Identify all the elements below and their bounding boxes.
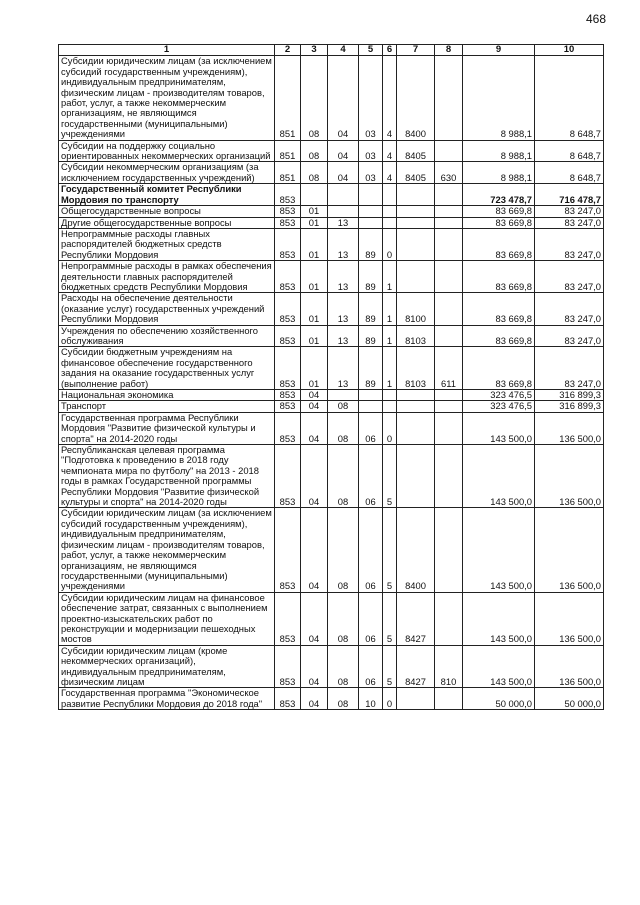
page-number: 468 xyxy=(586,12,607,26)
cell-c7 xyxy=(397,217,435,228)
cell-c5: 06 xyxy=(359,592,383,645)
cell-c7 xyxy=(397,445,435,508)
cell-c6: 0 xyxy=(383,688,397,710)
cell-c6 xyxy=(383,206,397,217)
cell-c6 xyxy=(383,401,397,412)
cell-c4: 08 xyxy=(328,645,359,688)
cell-c9: 83 669,8 xyxy=(463,228,535,260)
table-row xyxy=(59,206,604,217)
name-cell: Общегосударственные вопросы xyxy=(59,206,275,217)
cell-c5 xyxy=(359,184,383,206)
cell-c8 xyxy=(435,412,463,444)
cell-c3: 01 xyxy=(301,325,328,347)
cell-c6 xyxy=(383,184,397,206)
cell-c2: 853 xyxy=(275,217,301,228)
cell-c6: 1 xyxy=(383,347,397,390)
cell-c6: 1 xyxy=(383,325,397,347)
cell-c4: 04 xyxy=(328,162,359,184)
cell-c8 xyxy=(435,592,463,645)
cell-c10: 8 648,7 xyxy=(535,56,604,140)
table-row xyxy=(59,390,604,401)
col-header: 10 xyxy=(535,45,604,56)
cell-c10: 8 648,7 xyxy=(535,140,604,162)
cell-c4: 04 xyxy=(328,56,359,140)
cell-c2: 853 xyxy=(275,688,301,710)
table-row xyxy=(59,56,604,140)
cell-c10: 83 247,0 xyxy=(535,206,604,217)
table-row xyxy=(59,592,604,645)
cell-c7 xyxy=(397,390,435,401)
cell-c2: 853 xyxy=(275,325,301,347)
cell-c8 xyxy=(435,293,463,325)
table-row xyxy=(59,688,604,710)
cell-c9: 143 500,0 xyxy=(463,645,535,688)
name-cell: Учреждения по обеспечению хозяйственного обслуживания xyxy=(59,325,275,347)
cell-c8 xyxy=(435,206,463,217)
cell-c8: 630 xyxy=(435,162,463,184)
cell-c10: 136 500,0 xyxy=(535,592,604,645)
cell-c2: 853 xyxy=(275,228,301,260)
cell-c9: 83 669,8 xyxy=(463,293,535,325)
cell-c7: 8405 xyxy=(397,162,435,184)
table-row xyxy=(59,217,604,228)
cell-c3: 01 xyxy=(301,261,328,293)
cell-c2: 853 xyxy=(275,508,301,592)
cell-c2: 853 xyxy=(275,445,301,508)
cell-c9: 323 476,5 xyxy=(463,401,535,412)
cell-c10: 136 500,0 xyxy=(535,412,604,444)
cell-c10: 8 648,7 xyxy=(535,162,604,184)
cell-c10: 136 500,0 xyxy=(535,445,604,508)
cell-c6: 5 xyxy=(383,445,397,508)
cell-c2: 853 xyxy=(275,390,301,401)
table-row xyxy=(59,445,604,508)
cell-c3: 01 xyxy=(301,293,328,325)
name-cell: Другие общегосударственные вопросы xyxy=(59,217,275,228)
name-cell: Субсидии юридическим лицам (за исключением субсидий государственным учреждениям), индивидуальным предпринимателям, физическим лицам - производителям товаров, работ, услуг, а также некоммерческим организациям, не являющимся государственными (муниципальными) учреждениями xyxy=(59,508,275,592)
cell-c9: 8 988,1 xyxy=(463,162,535,184)
cell-c4: 13 xyxy=(328,293,359,325)
cell-c9: 323 476,5 xyxy=(463,390,535,401)
cell-c7: 8427 xyxy=(397,592,435,645)
cell-c7 xyxy=(397,228,435,260)
cell-c9: 83 669,8 xyxy=(463,261,535,293)
cell-c7: 8100 xyxy=(397,293,435,325)
cell-c8 xyxy=(435,56,463,140)
cell-c7 xyxy=(397,206,435,217)
cell-c5: 89 xyxy=(359,347,383,390)
cell-c4 xyxy=(328,184,359,206)
cell-c8 xyxy=(435,228,463,260)
cell-c3: 08 xyxy=(301,162,328,184)
col-header: 3 xyxy=(301,45,328,56)
table-row xyxy=(59,325,604,347)
cell-c3: 04 xyxy=(301,645,328,688)
cell-c5 xyxy=(359,390,383,401)
cell-c6: 4 xyxy=(383,56,397,140)
cell-c9: 8 988,1 xyxy=(463,56,535,140)
cell-c6: 4 xyxy=(383,162,397,184)
cell-c5: 89 xyxy=(359,325,383,347)
name-cell: Государственная программа "Экономическое развитие Республики Мордовия до 2018 года" xyxy=(59,688,275,710)
cell-c2: 853 xyxy=(275,261,301,293)
cell-c3: 04 xyxy=(301,688,328,710)
cell-c6: 5 xyxy=(383,645,397,688)
cell-c4 xyxy=(328,390,359,401)
cell-c2: 853 xyxy=(275,206,301,217)
cell-c4: 04 xyxy=(328,140,359,162)
table-row xyxy=(59,228,604,260)
cell-c10: 316 899,3 xyxy=(535,390,604,401)
name-cell: Расходы на обеспечение деятельности (оказание услуг) государственных учреждений Республики Мордовия xyxy=(59,293,275,325)
cell-c9: 50 000,0 xyxy=(463,688,535,710)
col-header: 7 xyxy=(397,45,435,56)
cell-c7: 8405 xyxy=(397,140,435,162)
cell-c3: 04 xyxy=(301,390,328,401)
cell-c4: 08 xyxy=(328,592,359,645)
cell-c5: 03 xyxy=(359,162,383,184)
cell-c4: 08 xyxy=(328,412,359,444)
name-cell: Субсидии юридическим лицам (кроме некоммерческих организаций), индивидуальным предпринимателям, физическим лицам xyxy=(59,645,275,688)
cell-c8 xyxy=(435,508,463,592)
cell-c4: 08 xyxy=(328,445,359,508)
cell-c5 xyxy=(359,206,383,217)
cell-c5: 06 xyxy=(359,508,383,592)
col-header: 5 xyxy=(359,45,383,56)
name-cell: Субсидии юридическим лицам (за исключением субсидий государственным учреждениям), индивидуальным предпринимателям, физическим лицам - производителям товаров, работ, услуг, а также некоммерческим организациям, не являющимся государственными (муниципальными) учреждениями xyxy=(59,56,275,140)
cell-c7: 8400 xyxy=(397,56,435,140)
cell-c3: 08 xyxy=(301,56,328,140)
cell-c2: 851 xyxy=(275,140,301,162)
table-row xyxy=(59,508,604,592)
cell-c6 xyxy=(383,390,397,401)
cell-c7: 8103 xyxy=(397,347,435,390)
col-header: 9 xyxy=(463,45,535,56)
header-row xyxy=(59,45,604,56)
cell-c9: 83 669,8 xyxy=(463,206,535,217)
cell-c5 xyxy=(359,217,383,228)
cell-c3: 04 xyxy=(301,592,328,645)
cell-c7 xyxy=(397,401,435,412)
cell-c4 xyxy=(328,206,359,217)
col-header: 8 xyxy=(435,45,463,56)
name-cell: Государственный комитет Республики Мордовия по транспорту xyxy=(59,184,275,206)
cell-c6: 1 xyxy=(383,293,397,325)
cell-c9: 83 669,8 xyxy=(463,325,535,347)
cell-c4: 08 xyxy=(328,688,359,710)
cell-c10: 83 247,0 xyxy=(535,217,604,228)
cell-c8 xyxy=(435,401,463,412)
cell-c6: 0 xyxy=(383,412,397,444)
table-row xyxy=(59,645,604,688)
name-cell: Субсидии некоммерческим организациям (за исключением государственных учреждений) xyxy=(59,162,275,184)
cell-c8 xyxy=(435,445,463,508)
cell-c7 xyxy=(397,184,435,206)
cell-c9: 83 669,8 xyxy=(463,347,535,390)
cell-c6: 0 xyxy=(383,228,397,260)
cell-c6: 5 xyxy=(383,508,397,592)
cell-c7 xyxy=(397,688,435,710)
cell-c3: 01 xyxy=(301,228,328,260)
cell-c4: 13 xyxy=(328,325,359,347)
cell-c4: 13 xyxy=(328,217,359,228)
cell-c5: 89 xyxy=(359,261,383,293)
cell-c3: 01 xyxy=(301,206,328,217)
cell-c5: 06 xyxy=(359,645,383,688)
cell-c7 xyxy=(397,412,435,444)
cell-c3: 04 xyxy=(301,445,328,508)
cell-c3: 08 xyxy=(301,140,328,162)
cell-c3: 04 xyxy=(301,508,328,592)
cell-c9: 83 669,8 xyxy=(463,217,535,228)
cell-c10: 50 000,0 xyxy=(535,688,604,710)
table-row xyxy=(59,184,604,206)
cell-c8 xyxy=(435,688,463,710)
cell-c10: 83 247,0 xyxy=(535,293,604,325)
cell-c10: 136 500,0 xyxy=(535,508,604,592)
cell-c2: 853 xyxy=(275,184,301,206)
name-cell: Непрограммные расходы в рамках обеспечения деятельности главных распорядителей бюджетных средств Республики Мордовия xyxy=(59,261,275,293)
cell-c6: 1 xyxy=(383,261,397,293)
table-row xyxy=(59,412,604,444)
cell-c10: 83 247,0 xyxy=(535,261,604,293)
cell-c4: 13 xyxy=(328,228,359,260)
table-row xyxy=(59,140,604,162)
cell-c2: 853 xyxy=(275,645,301,688)
budget-table xyxy=(58,44,604,710)
col-header: 2 xyxy=(275,45,301,56)
cell-c7 xyxy=(397,261,435,293)
cell-c4: 13 xyxy=(328,261,359,293)
cell-c10: 316 899,3 xyxy=(535,401,604,412)
cell-c5: 10 xyxy=(359,688,383,710)
name-cell: Государственная программа Республики Мордовия "Развитие физической культуры и спорта" на 2014-2020 годы xyxy=(59,412,275,444)
cell-c3: 01 xyxy=(301,347,328,390)
cell-c5: 03 xyxy=(359,56,383,140)
cell-c9: 143 500,0 xyxy=(463,412,535,444)
cell-c8 xyxy=(435,390,463,401)
cell-c8 xyxy=(435,217,463,228)
cell-c5: 06 xyxy=(359,445,383,508)
cell-c9: 143 500,0 xyxy=(463,445,535,508)
cell-c10: 83 247,0 xyxy=(535,325,604,347)
cell-c5: 89 xyxy=(359,228,383,260)
name-cell: Субсидии на поддержку социально ориентированных некоммерческих организаций xyxy=(59,140,275,162)
cell-c2: 851 xyxy=(275,56,301,140)
cell-c7: 8103 xyxy=(397,325,435,347)
cell-c5: 89 xyxy=(359,293,383,325)
cell-c6: 5 xyxy=(383,592,397,645)
cell-c2: 853 xyxy=(275,347,301,390)
cell-c4: 08 xyxy=(328,508,359,592)
cell-c9: 143 500,0 xyxy=(463,508,535,592)
name-cell: Субсидии бюджетным учреждениям на финансовое обеспечение государственного задания на оказание государственных услуг (выполнение работ) xyxy=(59,347,275,390)
cell-c3: 04 xyxy=(301,412,328,444)
table-row xyxy=(59,261,604,293)
name-cell: Субсидии юридическим лицам на финансовое обеспечение затрат, связанных с выполнением проектно-изыскательских работ по реконструкции и модернизации пешеходных мостов xyxy=(59,592,275,645)
cell-c2: 853 xyxy=(275,401,301,412)
cell-c8: 810 xyxy=(435,645,463,688)
cell-c7: 8427 xyxy=(397,645,435,688)
col-header: 4 xyxy=(328,45,359,56)
cell-c7: 8400 xyxy=(397,508,435,592)
table-row xyxy=(59,347,604,390)
cell-c2: 851 xyxy=(275,162,301,184)
cell-c9: 8 988,1 xyxy=(463,140,535,162)
table-row xyxy=(59,401,604,412)
cell-c8 xyxy=(435,184,463,206)
cell-c4: 13 xyxy=(328,347,359,390)
name-cell: Республиканская целевая программа "Подготовка к проведению в 2018 году чемпионата мира по футболу" на 2013 - 2018 годы в рамках Государственной программы Республики Мордовия "Развитие физической культуры и спорта" на 2014-2020 годы xyxy=(59,445,275,508)
cell-c9: 143 500,0 xyxy=(463,592,535,645)
cell-c5: 06 xyxy=(359,412,383,444)
name-cell: Транспорт xyxy=(59,401,275,412)
cell-c6: 4 xyxy=(383,140,397,162)
cell-c2: 853 xyxy=(275,293,301,325)
cell-c10: 136 500,0 xyxy=(535,645,604,688)
cell-c10: 83 247,0 xyxy=(535,347,604,390)
table-row xyxy=(59,162,604,184)
cell-c8 xyxy=(435,261,463,293)
cell-c3: 01 xyxy=(301,217,328,228)
cell-c6 xyxy=(383,217,397,228)
cell-c8: 611 xyxy=(435,347,463,390)
cell-c3 xyxy=(301,184,328,206)
name-cell: Непрограммные расходы главных распорядителей бюджетных средств Республики Мордовия xyxy=(59,228,275,260)
cell-c5 xyxy=(359,401,383,412)
cell-c9: 723 478,7 xyxy=(463,184,535,206)
cell-c8 xyxy=(435,140,463,162)
table-row xyxy=(59,293,604,325)
cell-c4: 08 xyxy=(328,401,359,412)
cell-c2: 853 xyxy=(275,592,301,645)
cell-c3: 04 xyxy=(301,401,328,412)
cell-c10: 83 247,0 xyxy=(535,228,604,260)
name-cell: Национальная экономика xyxy=(59,390,275,401)
col-header: 1 xyxy=(59,45,275,56)
cell-c2: 853 xyxy=(275,412,301,444)
cell-c5: 03 xyxy=(359,140,383,162)
cell-c10: 716 478,7 xyxy=(535,184,604,206)
cell-c8 xyxy=(435,325,463,347)
col-header: 6 xyxy=(383,45,397,56)
